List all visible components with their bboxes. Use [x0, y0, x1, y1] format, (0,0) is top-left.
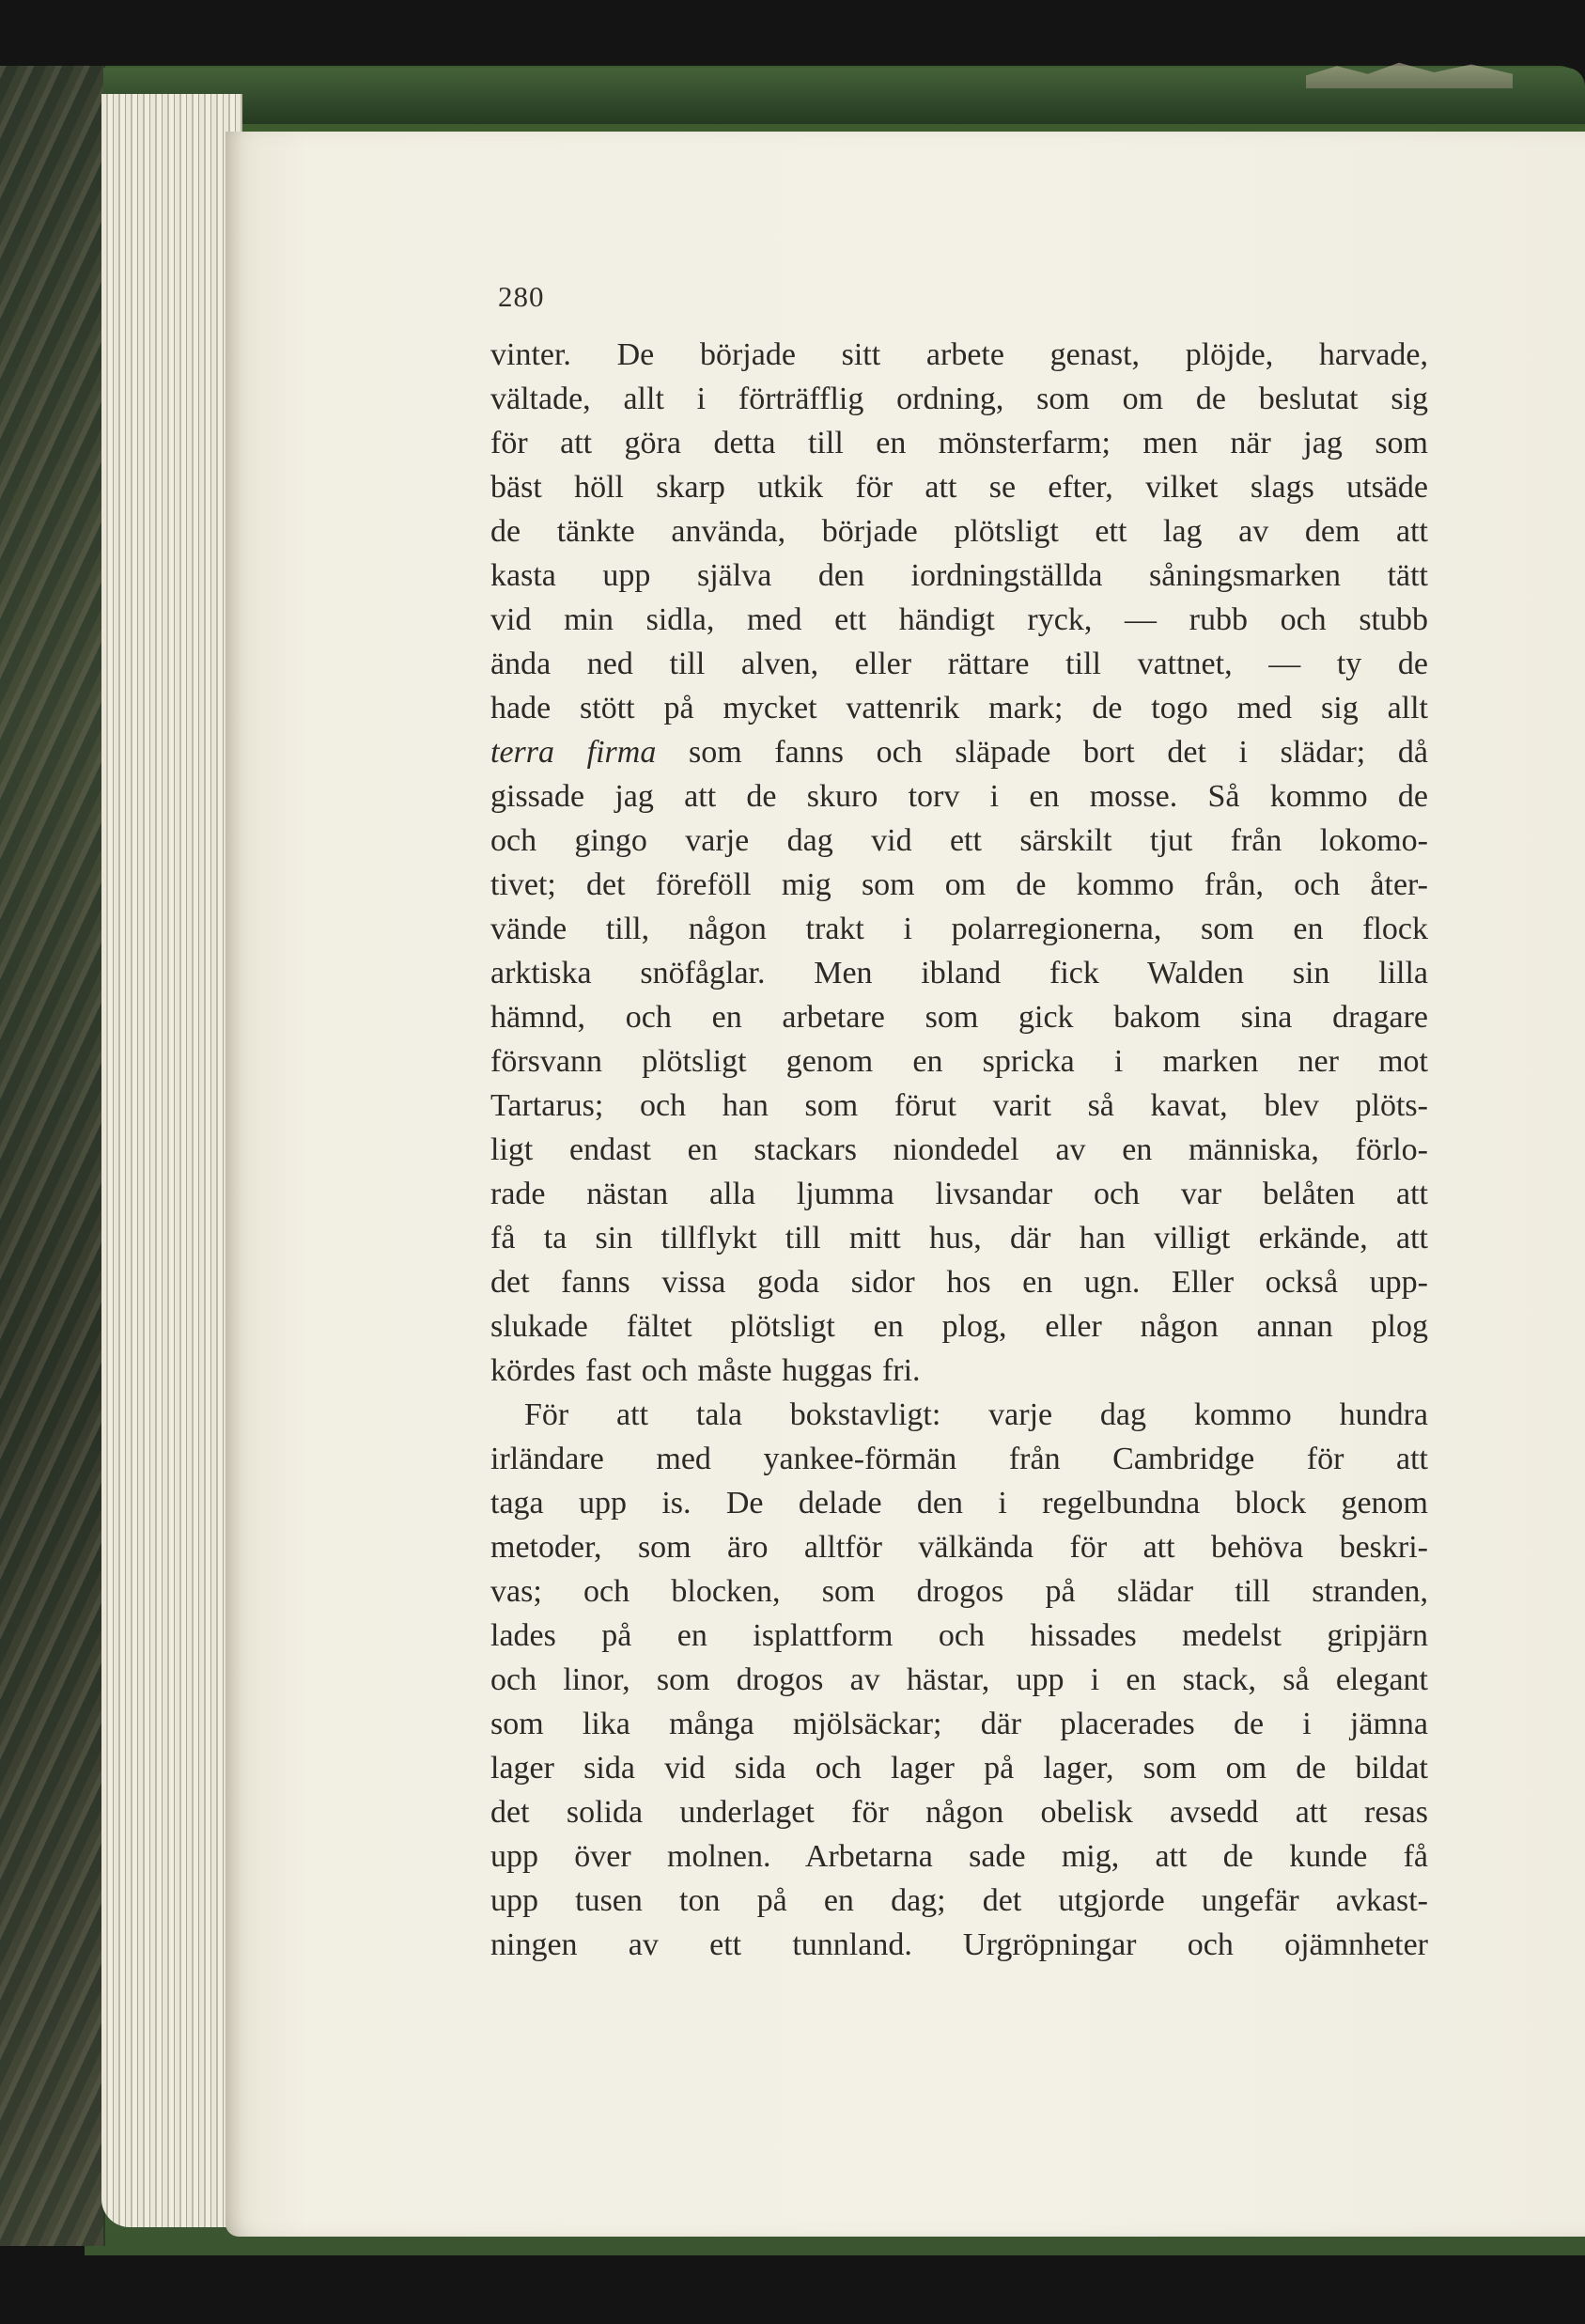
text-line: rade nästan alla ljumma livsandar och var belåten att: [490, 1177, 1428, 1211]
text-line: upp tusen ton på en dag; det utgjorde ungefär avkast-: [490, 1883, 1428, 1918]
text-line: bäst höll skarp utkik för att se efter, vilket slags utsäde: [490, 470, 1428, 505]
text-line: vände till, någon trakt i polarregionerna, som en flock: [490, 912, 1428, 946]
text-line: lades på en isplattform och hissades medelst gripjärn: [490, 1618, 1428, 1653]
marbled-endpaper: [0, 66, 105, 2246]
text-line: det fanns vissa goda sidor hos en ugn. Eller också upp-: [490, 1265, 1428, 1300]
text-line: ningen av ett tunnland. Urgröpningar och ojämnheter: [490, 1927, 1428, 1962]
italic-phrase: terra firma: [490, 735, 657, 770]
text-line: ända ned till alven, eller rättare till vattnet, — ty de: [490, 647, 1428, 681]
text-line: tivet; det föreföll mig som om de kommo från, och åter-: [490, 867, 1428, 902]
text-line: för att göra detta till en mönsterfarm; men när jag som: [490, 426, 1428, 460]
text-line-rest: som fanns och släpade bort det i slädar; då: [688, 735, 1428, 770]
text-line: vinter. De började sitt arbete genast, plöjde, harvade,: [490, 337, 1428, 372]
text-line: metoder, som äro alltför välkända för att behöva beskri-: [490, 1530, 1428, 1565]
text-line: lager sida vid sida och lager på lager, som om de bildat: [490, 1751, 1428, 1786]
text-line: taga upp is. De delade den i regelbundna block genom: [490, 1486, 1428, 1521]
text-line: få ta sin tillflykt till mitt hus, där han villigt erkände, att: [490, 1221, 1428, 1256]
page-edges: [101, 94, 242, 2227]
text-line: irländare med yankee-förmän från Cambridge för att: [490, 1442, 1428, 1476]
text-line: arktiska snöfåglar. Men ibland fick Walden sin lilla: [490, 956, 1428, 990]
text-line: Tartarus; och han som förut varit så kavat, blev plöts-: [490, 1088, 1428, 1123]
text-line: kasta upp själva den iordningställda såningsmarken tätt: [490, 558, 1428, 593]
text-line: det solida underlaget för någon obelisk avsedd att resas: [490, 1795, 1428, 1830]
text-line: slukade fältet plötsligt en plog, eller någon annan plog: [490, 1309, 1428, 1344]
text-line: hämnd, och en arbetare som gick bakom sina dragare: [490, 1000, 1428, 1035]
text-line: För att tala bokstavligt: varje dag kommo hundra: [524, 1397, 1428, 1432]
text-line: gissade jag att de skuro torv i en mosse. Så kommo de: [490, 779, 1428, 814]
text-line: som lika många mjölsäckar; där placerades de i jämna: [490, 1707, 1428, 1741]
text-line: vas; och blocken, som drogos på slädar till stranden,: [490, 1574, 1428, 1609]
body-text: [490, 333, 1428, 1967]
text-line: vältade, allt i förträfflig ordning, som om de beslutat sig: [490, 382, 1428, 416]
text-line: vid min sidla, med ett händigt ryck, — rubb och stubb: [490, 602, 1428, 637]
text-line: de tänkte använda, började plötsligt ett lag av dem att: [490, 514, 1428, 549]
text-line: kördes fast och måste huggas fri.: [490, 1353, 921, 1388]
text-line: och linor, som drogos av hästar, upp i en stack, så elegant: [490, 1662, 1428, 1697]
spine-tear: [1306, 56, 1513, 88]
text-line: ligt endast en stackars niondedel av en människa, förlo-: [490, 1132, 1428, 1167]
text-line: hade stött på mycket vattenrik mark; de togo med sig allt: [490, 691, 1428, 725]
text-line: och gingo varje dag vid ett särskilt tjut från lokomo-: [490, 823, 1428, 858]
text-line: upp över molnen. Arbetarna sade mig, att de kunde få: [490, 1839, 1428, 1874]
text-line: [490, 730, 1428, 774]
page-number: 280: [498, 280, 545, 313]
text-line: försvann plötsligt genom en spricka i marken ner mot: [490, 1044, 1428, 1079]
